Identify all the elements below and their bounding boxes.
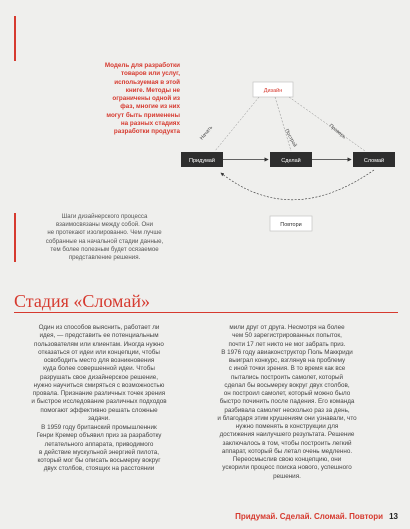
caption-line: не протекают изолированно. Чем лучше bbox=[47, 229, 162, 237]
body-line: куда более совершенной идеи. Чтобы bbox=[43, 365, 155, 373]
arrow-loop-back bbox=[221, 170, 374, 200]
body-line: решения. bbox=[273, 472, 301, 480]
caption-line: представление решения. bbox=[68, 254, 141, 262]
body-line: летательного аппарата, приводимого bbox=[44, 440, 154, 448]
body-line: сделал бы восьмерку вокруг двух столбов, bbox=[224, 381, 350, 389]
make-label: Придумай bbox=[189, 158, 215, 164]
design-link-do bbox=[275, 97, 291, 151]
body-line: Переосмыслив свою концепцию, они bbox=[232, 456, 342, 463]
body-line: и быстрое исследование различных подходов bbox=[31, 398, 167, 406]
body-line: провала. Признание различных точек зрения bbox=[32, 390, 166, 397]
body-line: достижения наилучшего результата. Решение bbox=[219, 431, 355, 439]
arrow-label-build: Построй bbox=[283, 128, 298, 149]
arrow-label-think: Начать bbox=[198, 124, 215, 142]
red-accent-rule bbox=[14, 16, 16, 61]
body-line: идея, — представить ее потенциальным bbox=[39, 332, 159, 340]
body-line: и благодаря этим крушениям они узнавали, что bbox=[217, 414, 357, 422]
body-line: с иной точки зрения. В то время как все bbox=[228, 365, 346, 373]
side-note bbox=[70, 62, 180, 137]
body-line: В 1976 году авиаконструктор Поль Маккриди bbox=[221, 348, 353, 356]
body-line: выиграл конкурс, взглянув на проблему bbox=[228, 357, 346, 364]
footer-title: Придумай. Сделай. Сломай. Повтори bbox=[235, 512, 384, 521]
body-line: разбивала самолет несколько раз за день, bbox=[224, 406, 350, 414]
body-line: аппарат, который бы летал очень медленно. bbox=[221, 447, 353, 455]
arrow-label-check: Проверь bbox=[327, 122, 347, 141]
side-note-line: на разных стадиях bbox=[120, 120, 180, 128]
design-link-break bbox=[289, 97, 365, 151]
body-line: быстро починить после падения. Его команда bbox=[219, 398, 355, 406]
body-line: Генри Кремер объявил приз за разработку bbox=[36, 432, 162, 440]
process-diagram bbox=[175, 78, 405, 238]
side-note-line: фаз, многие из них bbox=[120, 103, 180, 111]
body-line: чем 50 зарегистрированных попыток, bbox=[232, 332, 342, 340]
side-note-line: разработки продукта bbox=[113, 128, 180, 136]
caption-line: тем более полезным будет осязаемое bbox=[50, 245, 159, 253]
body-line: мили друг от друга. Несмотря на более bbox=[229, 324, 345, 331]
side-note-line: используемая в этой bbox=[114, 78, 180, 86]
body-line: нужно поменять в конструкции для bbox=[235, 423, 339, 430]
body-line: задачи. bbox=[88, 414, 110, 422]
body-column-right bbox=[178, 324, 396, 481]
section-rule bbox=[14, 312, 398, 313]
body-line: ускорили процесс поиска нового, успешного bbox=[222, 464, 352, 472]
body-line: В 1959 году британский промышленник bbox=[41, 424, 157, 431]
side-note-line: книге. Методы не bbox=[125, 86, 180, 94]
body-line: который мог бы описать восьмерку вокруг bbox=[37, 457, 161, 464]
body-line: помогают эффективно решать сложные bbox=[40, 406, 158, 414]
caption-line: взаимосвязаны между собой. Они bbox=[55, 221, 154, 229]
page-footer bbox=[235, 512, 398, 521]
side-note-line: товаров или услуг, bbox=[120, 70, 180, 78]
caption-line: собранные на начальной стадии данные, bbox=[45, 237, 164, 245]
caption-line: Шаги дизайнерского процесса bbox=[61, 213, 148, 220]
design-label: Дизайн bbox=[263, 88, 283, 94]
body-line: пытались построить самолет, который bbox=[230, 373, 344, 381]
body-line: Один из способов выяснить, работает ли bbox=[38, 324, 160, 331]
side-note-line: могут быть применены bbox=[106, 111, 180, 119]
body-column-left bbox=[18, 324, 180, 423]
body-line: нужно научиться смиряться с возможностью bbox=[33, 381, 165, 389]
page-number: 13 bbox=[389, 512, 398, 521]
body-line: освободить место для возникновения bbox=[43, 357, 155, 364]
body-line: двух столбов, стоящих на расстоянии bbox=[43, 465, 155, 473]
diagram-caption bbox=[14, 213, 187, 262]
body-line: пользователям или клиентам. Иногда нужно bbox=[34, 340, 164, 348]
body-line: отказаться от идеи или концепции, чтобы bbox=[38, 348, 160, 356]
do-label: Сделай bbox=[281, 158, 301, 164]
design-link-make bbox=[215, 97, 259, 151]
body-line: заключалось в том, чтобы построить легкий bbox=[222, 439, 352, 447]
side-note-line: ограничены одной из bbox=[112, 95, 180, 103]
side-note-line: Модель для разработки bbox=[104, 62, 180, 69]
body-line: разрушать свое дизайнерское решение, bbox=[39, 373, 159, 381]
body-column-left-second bbox=[18, 424, 180, 474]
section-title: Стадия «Сломай» bbox=[14, 291, 150, 311]
body-line: он построил самолет, который можно было bbox=[223, 390, 351, 397]
body-line: почти 17 лет никто не мог забрать приз. bbox=[228, 340, 346, 348]
repeat-label: Повтори bbox=[280, 222, 302, 228]
body-line: в действие мускульной энергией пилота, bbox=[39, 448, 159, 456]
break-label: Сломай bbox=[363, 158, 385, 164]
